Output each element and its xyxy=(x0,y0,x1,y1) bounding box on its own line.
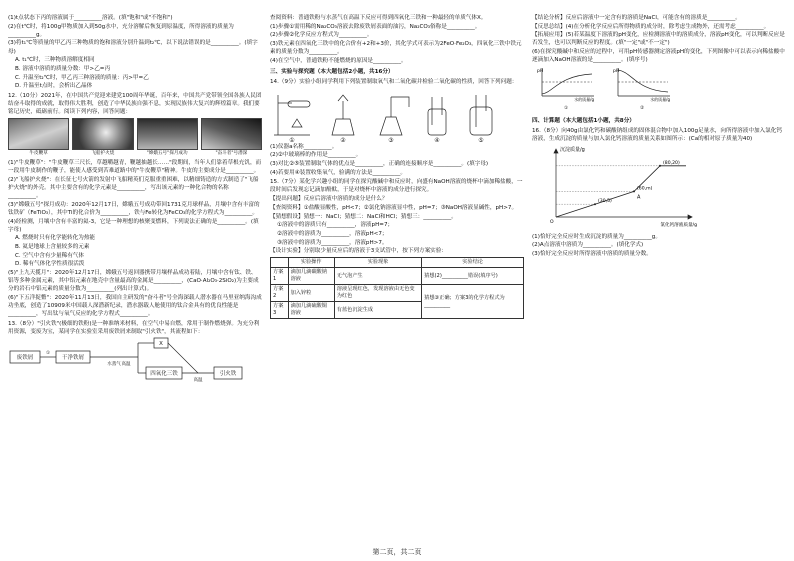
table-cell: 滴加几滴碳酸钠溶液 xyxy=(288,268,334,285)
table-cell: 猜想(2)__________错误(填序号) xyxy=(422,268,524,285)
flow-text-step1: 干净铁屑 xyxy=(61,354,85,361)
q15-hyp-1: ①溶液中的溶质只有__________，溶液pH=7； xyxy=(277,222,394,229)
q14-part1: (1)仪器a名称__________。 xyxy=(270,143,338,150)
flow-text-x: X xyxy=(159,340,163,347)
caption-4: "奋斗者"号潜深 xyxy=(215,151,248,157)
q16-part1: (1)恰好完全反应时生成沉淀的质量为__________g。 xyxy=(532,233,661,240)
ph-graph-2-caption: ② xyxy=(639,106,645,112)
q15-conclusion: 【结论分析】反应后溶液中一定含有的溶质是NaCl，可能含有的溶质是__________。 xyxy=(532,15,741,21)
q16-xlabel: 氯化钙溶液质量/g xyxy=(660,223,697,229)
q12-option-b: B. 氦是地球上含量较多的元素 xyxy=(15,244,90,251)
photo-spacecraft-fire xyxy=(72,118,133,150)
ph-graph-1-svg xyxy=(536,66,596,102)
ph-graph-2-xlabel: 水的质量/g xyxy=(650,97,670,103)
table-header: 实验现象 xyxy=(334,258,421,268)
table-row xyxy=(271,285,524,302)
table-cell: 方案3 xyxy=(271,302,289,319)
apparatus-label-2: ② xyxy=(340,136,346,143)
svg-text:①: ① xyxy=(45,350,51,356)
q13-flow-diagram xyxy=(8,337,258,385)
q15-hyp-2: ②溶液中的溶质为__________，溶液pH<7； xyxy=(277,230,388,237)
caption-3: "嫦娥五号"探月成功 xyxy=(146,151,188,157)
flow-text-start: 废铁屑 xyxy=(16,354,34,361)
flow-label-water: 水蒸气 xyxy=(107,361,121,367)
section-4-title: 四、计算题（本大题包括1小题，共8分） xyxy=(532,117,635,124)
q16-part2: (2)A点溶液中溶质为__________。(填化学式) xyxy=(532,242,644,249)
q11-part2: (2)在t℃时，将100g甲物质加入到50g水中，充分溶解后恢复到原温度，所得溶液的质量为__________g。 xyxy=(8,23,234,38)
q12-option-d: D. 稀有气体化学性质很活泼 xyxy=(15,261,85,268)
table-row xyxy=(271,268,524,285)
q14-stem: 14.（9分）实验小组同学利用下列装置制取氧气和二氧化碳并检验二氧化碳的性质，回答下列问题： xyxy=(270,79,518,86)
q11-part3: (3)将t₁℃等质量的甲乙丙三种物质的饱和溶液分别升温到t₂℃，以下说法错误的是__________。(填字母) xyxy=(8,40,258,55)
photo-leather-whip xyxy=(8,118,69,150)
table-cell: 有蓝色沉淀生成 xyxy=(334,302,421,319)
q13-part1: (1)步骤①需用稀的Na₂CO₃溶液去除废铁屑表面的油污，Na₂CO₃俗称是__________。 xyxy=(270,23,481,30)
table-cell: 滴加几滴硫酸铜溶液 xyxy=(288,302,334,319)
q13-part2: (2)步骤②化学反应方程式为__________。 xyxy=(270,32,373,39)
table-header: 实验操作 xyxy=(288,258,334,268)
q12-photo-strip xyxy=(8,118,262,150)
q13-part4: (4)在空气中，普通铁粉不能燃烧的原因是__________。 xyxy=(270,57,407,64)
q15-hypothesis: 【猜想假设】猜想一：NaCl；猜想二：NaCl和HCl；猜想三：__________。 xyxy=(270,213,457,220)
q12-stem: 12.（10分）2021年，在中国共产党迎来建党100周年华诞，百年来，中国共产党带领全国各族人民团结奋斗取得的成就，取得伟大胜利，创造了中华民族自强不息，实现民族伟大复兴的辉煌篇章。我们要铭记历史，砥砺前行。阅读下列内容，回答问题： xyxy=(8,92,262,116)
q12-part5: (5)"上九天揽月"：2020年12月17日，嫦娥五号返回器携带月壤样品成功着陆，月壤中含有钛、铁、铝等多种金属元素，其中铝元素在地壳中含量最高的金属是__________，(CaO·Al₂O₃·2SiO₂)为主要成分的岩石中铝元素的质量分数为__________(列出计算式)。 xyxy=(8,270,259,293)
q15-part6: (6)在探究酸碱中和反应的过程中，可用pH传感器测定溶液pH的变化，下列图像中可以表示向稀盐酸中逐滴加入NaOH溶液的是__________。(填序号) xyxy=(532,49,785,64)
ph-graph-1 xyxy=(536,66,596,113)
q12-option-a: A. 燃烧时只有化学能转化为热能 xyxy=(15,235,96,242)
q16-data-point xyxy=(594,204,596,206)
q12-option-c: C. 空气中含有少量稀有气体 xyxy=(15,252,84,259)
ph-graph-options xyxy=(536,66,786,113)
table-header: 实验结论 xyxy=(422,258,524,268)
apparatus-label-3: ③ xyxy=(388,136,394,143)
apparatus-label-5: ⑤ xyxy=(478,136,484,143)
ph-graph-1-caption: ① xyxy=(563,106,569,112)
q16-point-label: (60,m) xyxy=(637,186,653,192)
photo-lunar-probe xyxy=(137,118,198,150)
q15-data: 【查阅资料】①盐酸显酸性，pH<7；②氯化钠溶液显中性，pH=7；③NaOH溶液显碱性，pH>7。 xyxy=(270,204,518,211)
ph-graph-2 xyxy=(612,66,672,113)
q16-point-label: (30,5) xyxy=(598,199,612,205)
caption-2: 飞船护火烧 xyxy=(91,151,115,157)
q15-problem: 【提出问题】反应后溶液中溶质的成分是什么？ xyxy=(270,196,388,203)
q15-design: 【设计实验】分别取少量反应后的溶液于3支试管中，按下列方案实验： xyxy=(270,248,447,255)
table-cell: 溶液呈现红色，发现溶液由无色变为红色 xyxy=(334,285,421,302)
table-cell: 方案2 xyxy=(271,285,289,302)
q13-part3: (3)铁元素在四氧化三铁中的化合价有+2和+3价，其化学式可表示为2FeO·Fe₂O₃，四氧化三铁中铁元素的质量分数为__________。 xyxy=(270,41,522,56)
q11-option-c: C. 升温至t₂℃时，甲乙丙三种溶液的质量：丙>甲=乙 xyxy=(15,74,149,81)
flow-text-mid: 四氧化三铁 xyxy=(150,370,178,377)
table-cell: 加入锌粒 xyxy=(288,285,334,302)
ph-graph-2-ylabel: pH xyxy=(613,69,620,75)
q14-part3: (3)对比②⑤装置制取气体的优点是__________，正确的连接顺序是__________。(填字母) xyxy=(270,161,489,168)
q14-part4: (4)若要用④装置收集氧气，验满的方法是__________。 xyxy=(270,169,407,176)
q15-stem: 15.（7分）某化学兴趣小组的同学在探究酸碱中和反应时，向盛有NaOH溶液的烧杯中滴加稀盐酸，一段时间后发现忘记滴加酚酞，于是对烧杯中溶液的成分进行探究。 xyxy=(270,179,523,194)
apparatus-label-4: ④ xyxy=(434,136,440,143)
table-cell: 无气泡产生 xyxy=(334,268,421,285)
ph-graph-1-xlabel: 水的质量/g xyxy=(574,97,594,103)
ph-graph-2-svg xyxy=(612,66,672,102)
table-cell: 方案1 xyxy=(271,268,289,285)
caption-1: 牛皮鞭草 xyxy=(29,151,48,157)
flow-label-heat: 高温 xyxy=(121,361,131,367)
q16-ylabel: 沉淀质量/g xyxy=(560,147,585,154)
q16-point-label: O xyxy=(550,220,554,226)
q16-precipitate-chart xyxy=(532,143,702,229)
q12-part4: (4)经检测，月壤中含有丰富的氦-3，它是一种理想的核聚变燃料，下列说法正确的是__________。(填字母) xyxy=(8,218,259,233)
q11-option-d: D. 升温至t点时，会析出乙晶体 xyxy=(15,83,93,90)
column-right xyxy=(532,14,786,543)
table-header-row xyxy=(271,258,524,268)
q16-data-point xyxy=(633,191,635,193)
photo-deep-sea-submersible xyxy=(201,118,262,150)
q15-extension: 【拓展应用】(5)若某温度下溶液的pH变化，应检测溶液中的溶质成分，溶液pH变化，可以判断反应是否发生，也可以判断反应的程度。(填"一定"或"不一定") xyxy=(532,32,785,47)
page-footer: 第二页，共二页 xyxy=(372,548,422,556)
q16-part3: (3)恰好完全反应时所得溶液中溶质的质量分数。 xyxy=(532,250,652,257)
flow-label-heat2: 高温 xyxy=(193,377,203,383)
q11-option-b: B. 溶液中溶质的质量分数：甲>乙=丙 xyxy=(15,65,111,72)
q12-part6: (6)"下五洋捉鳖"：2020年11月13日，我国自主研发的"奋斗者"号全海深载人潜水器在马里亚纳海沟成功坐底，创造了10909米中国载人深潜新纪录，潜水器载人舱使用的钛合金具有的优良性能是__________，写出钛与氧气反应的化学方程式__________。 xyxy=(8,295,262,318)
q12-photo-captions xyxy=(8,151,262,157)
q13-info: 查阅资料：普通铁粉与水蒸气在高温下反应可得到四氧化三铁和一种最轻的单质气体X。 xyxy=(270,15,487,21)
section-3-title: 三、实验与探究题（本大题包括2小题，共16分） xyxy=(270,68,394,75)
column-left xyxy=(8,14,262,543)
q12-part3: (3)"嫦娥五号"探月成功：2020年12月17日，嫦娥五号成功带回1731克月球样品，月壤中含有丰富的钛铁矿（FeTiO₃），其中Ti的化合价为__________，铁与Fe转化为FeCO₃的化学方程式为__________。 xyxy=(8,201,260,216)
column-middle xyxy=(270,14,524,543)
q11-part1: (1)t点状态下丙的溶液属于__________溶液。(填"饱和"或"不饱和") xyxy=(8,15,173,21)
q16-data-point xyxy=(659,165,661,167)
flow-text-end: 引火铁 xyxy=(219,370,237,377)
q12-part1: (1)"牛皮鞭草"："牛皮鞭草三尺长，草越嚼越青，鞭越抽越长……"段期间，当年人们靠着草根充饥，而一段用牛皮制作的鞭子，能使人感受到苦难道路中的"牛皮鞭草"精神。牛皮的主要成分是__________。 xyxy=(8,160,262,175)
ph-graph-1-ylabel: pH xyxy=(537,69,544,75)
q12-part2: (2)"飞船护火烧"：在长征七号火箭的发射中飞船精英们克服重重困难，以精细铸造的方式制造了"飞船护火烧"的外壳。其中主要含有的化学元素是__________，写出该元素的一种化合物的名称__________。 xyxy=(8,176,259,200)
table-header xyxy=(271,258,289,268)
q14-part2: (2)②中玻璃棒的作用是__________。 xyxy=(270,152,362,159)
q15-reflection: 【反思总结】(4)在分析化学反应后所得物质的成分时，除考虑生成物外，还需考虑__________。 xyxy=(532,23,770,30)
q15-experiment-table xyxy=(270,257,524,319)
table-cell: 猜想③正确；方案3的化学方程式为__________ xyxy=(422,285,524,319)
q16-stem: 16.（8分）向40g由氯化钙和碳酸钠组成的固体混合物中加入100g足量水，向所得溶液中加入氯化钙溶液，生成沉淀的质量与加入氯化钙溶液的质量关系如图所示：(Ca的相对原子质量为40) xyxy=(532,127,782,142)
q16-point-label: (80,20) xyxy=(663,161,680,167)
q15-hyp-3: ③溶液中的溶质为__________，溶液pH>7。 xyxy=(277,239,388,246)
apparatus-label-1: ① xyxy=(289,136,295,143)
q14-apparatus xyxy=(270,87,520,143)
q16-annotation-a: A xyxy=(637,194,641,201)
q13-stem: 13.（8分）"引火铁"(极细的铁粉)是一种准纳米材料，在空气中易自燃，常用于制作燃烧弹。为充分利用资源，变废为宝，某同学在实验室采用废铁屑来制取"引火铁"，其流程如下： xyxy=(8,320,260,335)
q11-option-a: A. t₁℃时，三种物质溶解度相同 xyxy=(15,57,95,64)
